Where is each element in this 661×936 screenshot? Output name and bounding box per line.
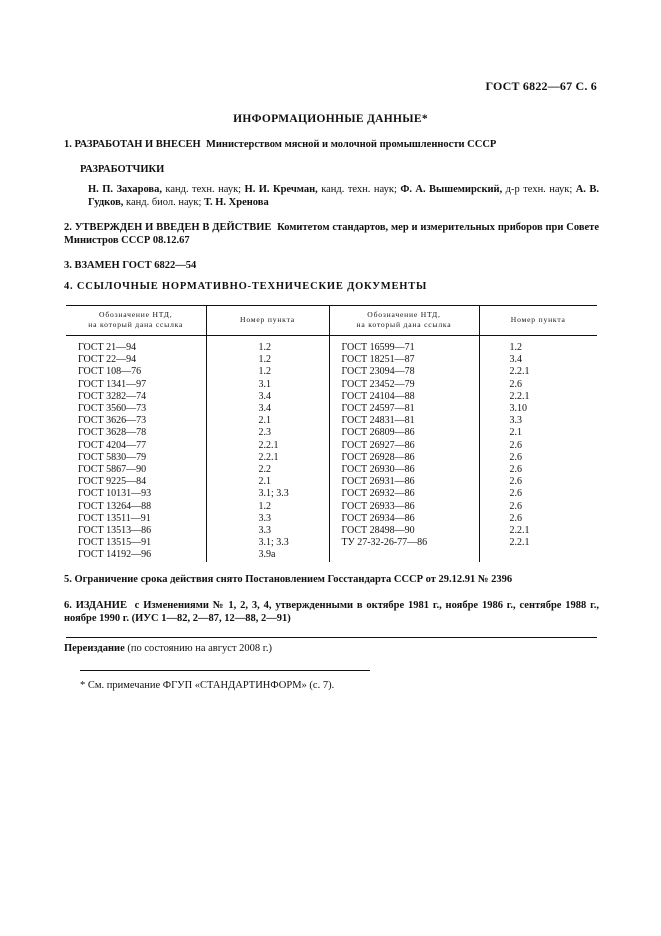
- table-cell-left-doc: ГОСТ 13264—88: [66, 501, 206, 513]
- table-cell-left-clause: 3.9а: [206, 549, 329, 561]
- table-cell-left-doc: ГОСТ 108—76: [66, 366, 206, 378]
- footnote-divider: [80, 670, 370, 671]
- table-cell-right-clause: 2.6: [509, 451, 522, 463]
- table-cell-left-doc: ГОСТ 5830—79: [66, 452, 206, 464]
- table-row: [66, 391, 597, 403]
- table-cell-left-clause: 1.2: [206, 501, 329, 513]
- footnote: * См. примечание ФГУП «СТАНДАРТИНФОРМ» (с. 7).: [80, 680, 335, 691]
- table-cell-left-clause: 3.1: [206, 379, 329, 391]
- section-title: ИНФОРМАЦИОННЫЕ ДАННЫЕ*: [233, 113, 428, 125]
- references-table: [66, 305, 597, 562]
- table-row: [66, 452, 597, 464]
- table-cell-left-clause: 2.3: [206, 427, 329, 439]
- developer-degree: д-р техн. наук;: [502, 184, 576, 195]
- table-cell-left-doc: ГОСТ 13513—86: [66, 525, 206, 537]
- table-cell-left-doc: ГОСТ 5867—90: [66, 464, 206, 476]
- table-cell-left-doc: ГОСТ 13511—91: [66, 513, 206, 525]
- table-header-designation-line1: Обозначение НТД,: [367, 310, 441, 319]
- developer-name: Н. И. Кречман,: [244, 184, 318, 195]
- table-cell-right-clause: 2.6: [509, 476, 522, 488]
- table-cell-right-doc: ГОСТ 24104—88: [329, 391, 479, 403]
- table-cell-right-doc: [329, 549, 479, 561]
- table-cell-right-doc: ГОСТ 26927—86: [329, 440, 479, 452]
- table-header-designation-line1: Обозначение НТД,: [99, 310, 173, 319]
- table-row: [66, 464, 597, 476]
- table-cell-right-clause: 3.3: [509, 415, 522, 427]
- developer-name: Н. П. Захарова,: [88, 184, 162, 195]
- table-cell-right-doc: ГОСТ 24831—81: [329, 415, 479, 427]
- table-cell-right-doc: ГОСТ 18251—87: [329, 354, 479, 366]
- table-cell-left-doc: ГОСТ 4204—77: [66, 440, 206, 452]
- reissue-note: [64, 642, 599, 655]
- table-row: [66, 513, 597, 525]
- table-cell-left-clause: 1.2: [206, 366, 329, 378]
- table-cell-left-doc: ГОСТ 22—94: [66, 354, 206, 366]
- item-approved-text: Комитетом стандартов, мер и измерительных приборов при Совете Министров СССР 08.12.67: [64, 222, 599, 246]
- table-row: [66, 501, 597, 513]
- table-cell-right-clause: 2.2.1: [509, 366, 530, 378]
- table-cell-right-doc: ТУ 27-32-26-77—86: [329, 537, 479, 549]
- item-references-title: 4. ССЫЛОЧНЫЕ НОРМАТИВНО-ТЕХНИЧЕСКИЕ ДОКУМЕНТЫ: [64, 281, 428, 292]
- table-cell-right-doc: ГОСТ 26933—86: [329, 501, 479, 513]
- reissue-lead: Переиздание: [64, 643, 125, 654]
- table-cell-right-doc: ГОСТ 23452—79: [329, 379, 479, 391]
- table-cell-left-clause: 1.2: [206, 354, 329, 366]
- table-cell-left-doc: ГОСТ 10131—93: [66, 488, 206, 500]
- document-reference: ГОСТ 6822—67 С. 6: [485, 79, 597, 93]
- developer-degree: канд. техн. наук;: [317, 184, 401, 195]
- table-cell-right-clause: [479, 549, 597, 561]
- table-row: [66, 549, 597, 561]
- table-cell-left-doc: ГОСТ 3560—73: [66, 403, 206, 415]
- table-cell-right-doc: ГОСТ 16599—71: [329, 336, 479, 355]
- table-cell-left-clause: 3.1; 3.3: [206, 488, 329, 500]
- table-cell-right-clause: 2.2.1: [509, 537, 530, 549]
- table-cell-right-clause: 2.2.1: [509, 390, 530, 402]
- table-cell-left-clause: 3.3: [206, 525, 329, 537]
- section-divider: [66, 637, 597, 638]
- reissue-text: (по состоянию на август 2008 г.): [124, 643, 273, 654]
- developer-name: Ф. А. Вышемирский,: [400, 184, 503, 195]
- table-header-designation: [329, 306, 479, 336]
- table-cell-left-doc: ГОСТ 21—94: [66, 336, 206, 355]
- table-cell-right-clause: 2.6: [509, 439, 522, 451]
- table-row: [66, 354, 597, 366]
- table-cell-left-clause: 1.2: [206, 336, 329, 355]
- item-approved-lead: 2. УТВЕРЖДЕН И ВВЕДЕН В ДЕЙСТВИЕ: [64, 222, 272, 233]
- item-edition-lead: 6. ИЗДАНИЕ: [64, 600, 127, 611]
- table-cell-right-doc: ГОСТ 26934—86: [329, 513, 479, 525]
- table-cell-left-clause: 2.2.1: [206, 452, 329, 464]
- table-row: [66, 537, 597, 549]
- table-cell-right-doc: ГОСТ 23094—78: [329, 366, 479, 378]
- table-header-clause: Номер пункта: [206, 306, 329, 336]
- table-cell-left-doc: ГОСТ 3628—78: [66, 427, 206, 439]
- table-row: [66, 336, 597, 355]
- table-row: [66, 525, 597, 537]
- developers-heading: РАЗРАБОТЧИКИ: [80, 164, 165, 175]
- table-cell-left-clause: 3.3: [206, 513, 329, 525]
- item-replaces: 3. ВЗАМЕН ГОСТ 6822—54: [64, 260, 197, 271]
- table-cell-right-doc: ГОСТ 26931—86: [329, 476, 479, 488]
- table-cell-right-clause: 2.6: [509, 500, 522, 512]
- table-cell-right-clause: 2.1: [509, 427, 522, 439]
- table-row: [66, 415, 597, 427]
- item-developed-by: [64, 138, 599, 151]
- table-cell-right-clause: 2.6: [509, 464, 522, 476]
- table-cell-right-clause: 3.10: [509, 403, 527, 415]
- table-cell-right-clause: 2.6: [509, 488, 522, 500]
- table-row: [66, 476, 597, 488]
- table-cell-right-doc: ГОСТ 26928—86: [329, 452, 479, 464]
- table-cell-right-doc: ГОСТ 26930—86: [329, 464, 479, 476]
- table-header-designation-line2: на который дана ссылка: [88, 320, 184, 329]
- table-row: [66, 366, 597, 378]
- table-cell-left-doc: ГОСТ 3282—74: [66, 391, 206, 403]
- item-developed-by-text: Министерством мясной и молочной промышленности СССР: [205, 139, 497, 150]
- table-cell-right-doc: ГОСТ 26932—86: [329, 488, 479, 500]
- table-row: [66, 488, 597, 500]
- table-cell-right-doc: ГОСТ 28498—90: [329, 525, 479, 537]
- table-cell-left-clause: 2.2: [206, 464, 329, 476]
- table-row: [66, 440, 597, 452]
- table-cell-left-clause: 2.1: [206, 415, 329, 427]
- developer-degree: канд. биол. наук;: [123, 197, 205, 208]
- developers-list: [88, 183, 599, 209]
- table-cell-left-doc: ГОСТ 9225—84: [66, 476, 206, 488]
- table-header-row: [66, 306, 597, 336]
- table-cell-left-doc: ГОСТ 3626—73: [66, 415, 206, 427]
- table-cell-left-doc: ГОСТ 14192—96: [66, 549, 206, 561]
- table-cell-right-clause: 2.2.1: [509, 525, 530, 537]
- table-cell-left-doc: ГОСТ 13515—91: [66, 537, 206, 549]
- table-header-designation-line2: на который дана ссылка: [356, 320, 452, 329]
- table-cell-left-clause: 2.1: [206, 476, 329, 488]
- item-approved: [64, 221, 599, 247]
- table-row: [66, 427, 597, 439]
- developer-name: Т. Н. Хренова: [204, 197, 269, 208]
- developer-name: А. В. Гудков,: [88, 184, 599, 208]
- table-cell-right-clause: 1.2: [509, 342, 522, 353]
- table-cell-right-clause: 3.4: [509, 354, 522, 366]
- table-cell-left-clause: 3.4: [206, 403, 329, 415]
- table-cell-right-doc: ГОСТ 26809—86: [329, 427, 479, 439]
- table-row: [66, 379, 597, 391]
- item-edition-text: с Изменениями № 1, 2, 3, 4, утвержденными в октябре 1981 г., ноябре 1986 г., сентябре 1988 г., ноябре 1990 г. (ИУС 1—82, 2—87, 12—88, 2—91): [64, 600, 599, 624]
- table-cell-left-doc: ГОСТ 1341—97: [66, 379, 206, 391]
- developer-degree: канд. техн. наук;: [161, 184, 245, 195]
- table-cell-left-clause: 3.4: [206, 391, 329, 403]
- table-row: [66, 403, 597, 415]
- table-header-designation: [66, 306, 206, 336]
- table-header-clause: Номер пункта: [479, 306, 597, 336]
- item-edition: [64, 599, 599, 625]
- table-cell-right-clause: 2.6: [509, 512, 522, 524]
- table-cell-right-doc: ГОСТ 24597—81: [329, 403, 479, 415]
- item-validity: 5. Ограничение срока действия снято Постановлением Госстандарта СССР от 29.12.91 № 2396: [64, 574, 513, 585]
- table-cell-left-clause: 2.2.1: [206, 440, 329, 452]
- table-cell-right-clause: 2.6: [509, 378, 522, 390]
- item-developed-by-lead: 1. РАЗРАБОТАН И ВНЕСЕН: [64, 139, 201, 150]
- table-cell-left-clause: 3.1; 3.3: [206, 537, 329, 549]
